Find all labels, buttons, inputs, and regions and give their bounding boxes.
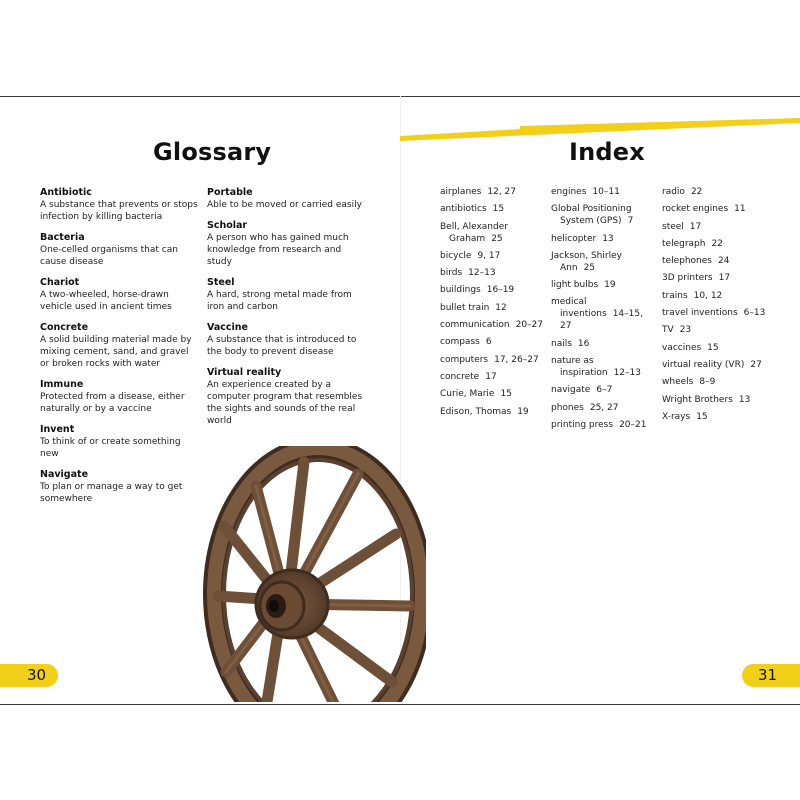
glossary-definition: A substance that is introduced to the body to prevent disease xyxy=(207,335,357,357)
glossary-term: Invent xyxy=(40,424,75,435)
index-term: helicopter xyxy=(551,233,597,244)
index-pages: 20–21 xyxy=(619,419,647,430)
page-number-right-label: 31 xyxy=(758,666,778,684)
glossary-column-2 xyxy=(207,187,367,436)
index-entry xyxy=(440,186,545,198)
glossary-term: Bacteria xyxy=(40,232,85,243)
glossary-term: Steel xyxy=(207,277,235,288)
index-entry xyxy=(662,394,772,406)
index-pages: 10–11 xyxy=(592,187,620,197)
index-term: airplanes xyxy=(440,187,482,197)
index-term: nails xyxy=(551,338,572,349)
index-term: navigate xyxy=(551,385,591,396)
index-term: buildings xyxy=(440,285,481,296)
index-term: 3D printers xyxy=(662,273,713,284)
wagon-wheel-image xyxy=(196,446,426,702)
glossary-term: Scholar xyxy=(207,220,248,231)
index-entry xyxy=(662,342,772,354)
index-pages: 25 xyxy=(491,233,503,244)
index-term: Jackson, Shirley Ann xyxy=(551,250,622,273)
index-term: engines xyxy=(551,187,587,197)
glossary-definition: A solid building material made by mixing cement, sand, and gravel or broken rocks with water xyxy=(40,335,192,369)
index-term: steel xyxy=(662,221,684,232)
index-pages: 8–9 xyxy=(699,377,716,388)
index-entry xyxy=(440,319,545,331)
index-term: rocket engines xyxy=(662,204,729,215)
glossary-term: Chariot xyxy=(40,277,80,288)
glossary-entry xyxy=(207,220,367,268)
index-entry xyxy=(662,359,772,371)
glossary-entry xyxy=(40,277,198,313)
glossary-entry xyxy=(207,322,367,358)
index-pages: 16 xyxy=(577,338,590,349)
index-entry xyxy=(662,203,772,215)
glossary-definition: To think of or create something new xyxy=(40,437,181,459)
glossary-entry xyxy=(40,424,198,460)
glossary-definition: One-celled organisms that can cause disease xyxy=(40,245,178,267)
index-pages: 15 xyxy=(707,342,719,353)
glossary-entry xyxy=(40,322,198,370)
glossary-entry xyxy=(40,232,198,268)
index-pages: 10, 12 xyxy=(693,290,723,301)
index-entry xyxy=(551,419,656,431)
glossary-entry xyxy=(207,367,367,427)
index-entry xyxy=(662,238,772,250)
index-term: computers xyxy=(440,354,489,365)
index-term: TV xyxy=(662,325,674,336)
glossary-definition: Able to be moved or carried easily xyxy=(207,200,362,210)
index-entry xyxy=(662,255,772,267)
page-number-left xyxy=(0,664,58,687)
index-pages: 19 xyxy=(517,406,529,417)
index-term: telegraph xyxy=(662,238,706,249)
index-term: light bulbs xyxy=(551,280,599,291)
index-term: birds xyxy=(440,268,463,279)
index-entry xyxy=(440,354,545,366)
page-number-right xyxy=(742,664,800,687)
index-term: Curie, Marie xyxy=(440,389,495,400)
index-column-3 xyxy=(662,186,772,428)
glossary-definition: A person who has gained much knowledge from research and study xyxy=(207,233,349,267)
index-entry xyxy=(551,233,656,245)
glossary-definition: To plan or manage a way to get somewhere xyxy=(40,482,183,504)
index-entry xyxy=(440,388,545,400)
index-term: communication xyxy=(440,320,510,331)
glossary-term: Virtual reality xyxy=(207,367,282,378)
index-entry xyxy=(440,336,545,348)
index-pages: 16–19 xyxy=(486,285,515,296)
index-entry xyxy=(551,279,656,291)
index-entry xyxy=(440,267,545,279)
index-entry xyxy=(662,186,772,198)
index-pages: 27 xyxy=(750,359,762,370)
index-pages: 12, 27 xyxy=(487,187,517,197)
index-entry xyxy=(551,203,656,227)
index-entry xyxy=(551,355,656,379)
index-title: Index xyxy=(569,138,645,166)
index-entry xyxy=(440,203,545,215)
index-term: Bell, Alexander Graham xyxy=(440,221,508,244)
index-term: trains xyxy=(662,290,688,301)
glossary-definition: A substance that prevents or stops infection by killing bacteria xyxy=(40,200,198,222)
index-term: Global Positioning System (GPS) xyxy=(551,204,632,227)
glossary-column-1 xyxy=(40,187,198,514)
glossary-entry xyxy=(207,277,367,313)
index-term: radio xyxy=(662,187,685,197)
page-number-left-label: 30 xyxy=(27,666,47,684)
index-pages: 23 xyxy=(679,325,692,336)
index-entry xyxy=(662,221,772,233)
index-term: concrete xyxy=(440,371,480,382)
glossary-term: Concrete xyxy=(40,322,89,333)
index-term: telephones xyxy=(662,256,712,267)
index-term: printing press xyxy=(551,419,614,430)
index-pages: 6–13 xyxy=(743,308,766,319)
index-entry xyxy=(440,406,545,418)
index-entry xyxy=(551,402,656,414)
index-term: compass xyxy=(440,337,480,348)
glossary-entry xyxy=(40,187,198,223)
index-pages: 17 xyxy=(485,371,497,382)
index-term: virtual reality (VR) xyxy=(662,359,745,370)
index-term: travel inventions xyxy=(662,308,738,319)
index-pages: 6–7 xyxy=(596,385,613,396)
index-pages: 25, 27 xyxy=(589,402,619,413)
index-pages: 13 xyxy=(738,394,751,405)
glossary-term: Navigate xyxy=(40,469,89,480)
index-pages: 19 xyxy=(604,280,616,291)
index-entry xyxy=(440,302,545,314)
index-term: bullet train xyxy=(440,302,490,313)
index-entry xyxy=(662,290,772,302)
glossary-term: Immune xyxy=(40,379,84,390)
glossary-term: Vaccine xyxy=(207,322,248,333)
index-entry xyxy=(440,221,545,245)
index-pages: 15 xyxy=(492,204,505,215)
index-pages: 17 xyxy=(718,273,731,284)
index-entry xyxy=(662,324,772,336)
index-pages: 14–15, 27 xyxy=(560,309,643,332)
index-term: X-rays xyxy=(662,411,691,422)
index-entry xyxy=(551,338,656,350)
index-entry xyxy=(551,250,656,274)
glossary-definition: A hard, strong metal made from iron and carbon xyxy=(207,290,352,312)
index-pages: 25 xyxy=(583,262,596,273)
index-term: antibiotics xyxy=(440,204,487,215)
index-term: Wright Brothers xyxy=(662,394,733,405)
glossary-entry xyxy=(207,187,367,211)
index-term: bicycle xyxy=(440,250,472,261)
index-pages: 15 xyxy=(696,411,708,422)
index-column-1 xyxy=(440,186,545,423)
index-pages: 22 xyxy=(690,187,703,197)
index-entry xyxy=(662,272,772,284)
index-term: medical inventions xyxy=(551,297,607,320)
glossary-definition: Protected from a disease, either naturally or by a vaccine xyxy=(40,392,185,414)
index-term: phones xyxy=(551,402,584,413)
index-entry xyxy=(662,376,772,388)
index-pages: 6 xyxy=(485,337,492,348)
index-pages: 22 xyxy=(711,238,723,249)
index-pages: 17, 26–27 xyxy=(494,354,539,365)
index-column-2 xyxy=(551,186,656,436)
index-pages: 17 xyxy=(689,221,702,232)
glossary-definition: A two-wheeled, horse-drawn vehicle used in ancient times xyxy=(40,290,172,312)
glossary-term: Antibiotic xyxy=(40,187,92,198)
index-entry xyxy=(662,411,772,423)
glossary-definition: An experience created by a computer program that resembles the sights and sounds of the real world xyxy=(207,380,363,426)
index-entry xyxy=(440,284,545,296)
index-entry xyxy=(551,296,656,332)
index-pages: 11 xyxy=(734,204,746,215)
index-pages: 12–13 xyxy=(468,268,496,279)
index-term: Edison, Thomas xyxy=(440,406,512,417)
index-entry xyxy=(440,371,545,383)
index-pages: 15 xyxy=(500,389,512,400)
index-term: vaccines xyxy=(662,342,702,353)
index-pages: 24 xyxy=(717,256,730,267)
index-pages: 12–13 xyxy=(613,368,641,379)
index-entry xyxy=(551,186,656,198)
glossary-entry xyxy=(40,469,198,505)
index-pages: 13 xyxy=(602,233,614,244)
index-pages: 9, 17 xyxy=(477,250,501,261)
index-entry xyxy=(440,250,545,262)
glossary-term: Portable xyxy=(207,187,253,198)
index-pages: 7 xyxy=(627,216,634,227)
glossary-title: Glossary xyxy=(153,138,272,166)
glossary-entry xyxy=(40,379,198,415)
index-term: nature as inspiration xyxy=(551,356,608,379)
index-entry xyxy=(551,384,656,396)
index-pages: 20–27 xyxy=(515,320,544,331)
index-entry xyxy=(662,307,772,319)
index-term: wheels xyxy=(662,377,694,388)
index-pages: 12 xyxy=(495,302,507,313)
